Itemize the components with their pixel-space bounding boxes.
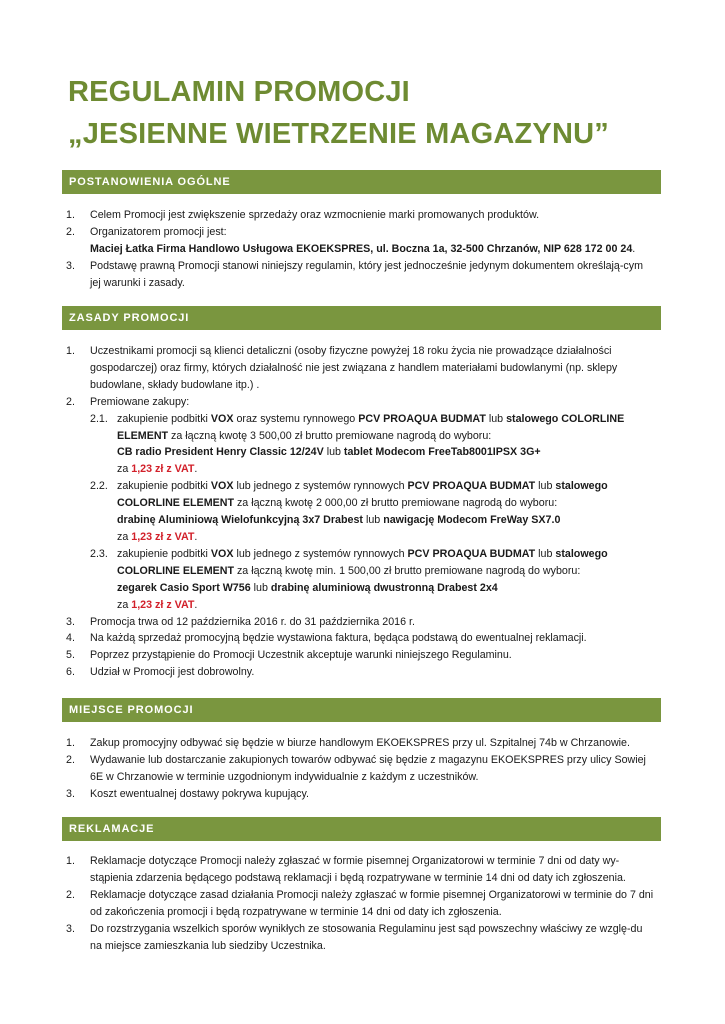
sub-item xyxy=(66,478,656,546)
prize-option: drabinę Aluminiową Wielofunkcyjną 3x7 Drabest xyxy=(117,514,363,527)
product-name: VOX xyxy=(210,480,234,493)
general-list xyxy=(66,207,656,292)
text: lub xyxy=(535,547,556,560)
sub-item-number: 2.2. xyxy=(90,480,108,493)
list-item xyxy=(66,853,656,887)
text: oraz systemu rynnowego xyxy=(233,412,359,425)
section-heading-complaints: REKLAMACJE xyxy=(62,817,661,841)
list-item xyxy=(66,224,656,258)
text: lub xyxy=(485,412,507,425)
section-heading-place: MIEJSCE PROMOCJI xyxy=(62,698,661,722)
list-item xyxy=(66,664,656,681)
text: lub jednego z systemów rynnowych xyxy=(233,480,408,493)
text: za łączną kwotę 2 000,00 zł brutto premiowane nagrodą do wyboru: xyxy=(233,497,558,510)
product-name: VOX xyxy=(210,412,234,425)
item-number: 5. xyxy=(66,649,75,662)
item-text: Celem Promocji jest zwiększenie sprzedaży oraz wzmocnienie marki promowanych produktów. xyxy=(90,209,540,221)
list-item xyxy=(66,786,656,803)
product-name: stalowego COLORLINE ELEMENT xyxy=(117,412,625,442)
prize-option: tablet Modecom FreeTab8001IPSX 3G+ xyxy=(343,446,541,459)
text: lub xyxy=(323,446,344,459)
list-item xyxy=(66,614,656,631)
prize-option: CB radio President Henry Classic 12/24V xyxy=(117,446,324,459)
item-text: Reklamacje dotyczące zasad działania Promocji należy zgłaszać w formie pisemnej Organizatorowi w terminie do 7 dni od zakończenia promocji i będą rozpatrywane w terminie 14 dni od daty ich zgłoszenia. xyxy=(90,888,654,918)
text: za łączną kwotę 3 500,00 zł brutto premiowane nagrodą do wyboru: xyxy=(168,429,492,442)
text: za łączną kwotę min. 1 500,00 zł brutto premiowane nagrodą do wyboru: xyxy=(233,564,581,577)
item-number: 4. xyxy=(66,632,75,645)
list-item xyxy=(66,647,656,664)
prize-option: zegarek Casio Sport W756 xyxy=(117,581,251,594)
section-heading-general: POSTANOWIENIA OGÓLNE xyxy=(62,170,661,194)
list-item xyxy=(66,343,656,394)
item-text: Wydawanie lub dostarczanie zakupionych towarów odbywać się będzie z magazynu EKOEKSPRES przy ulicy Sowiej 6E w Chrzanowie w terminie uzgodnionym indywidualnie z każdym z uczestników. xyxy=(90,753,646,783)
list-item xyxy=(66,735,656,752)
list-item xyxy=(66,752,656,786)
punctuation: . xyxy=(194,463,198,476)
item-text: Promocja trwa od 12 października 2016 r. do 31 października 2016 r. xyxy=(90,615,415,628)
product-name: PCV PROAQUA BUDMAT xyxy=(407,547,536,560)
place-list xyxy=(66,735,656,803)
item-number: 1. xyxy=(66,855,75,867)
text: lub xyxy=(362,514,384,527)
item-number: 3. xyxy=(66,922,75,935)
punctuation: . xyxy=(194,598,198,611)
list-item xyxy=(66,258,656,292)
item-number: 1. xyxy=(66,209,75,221)
item-text: Do rozstrzygania wszelkich sporów wynikłych ze stosowania Regulaminu jest sąd powszechny właściwy ze wzglę-du na miejsce zamieszkania lub siedziby Uczestnika. xyxy=(90,922,643,952)
text: za xyxy=(117,530,132,543)
prize-price: 1,23 zł z VAT xyxy=(131,530,195,543)
product-name: stalowego COLORLINE ELEMENT xyxy=(117,547,608,577)
item-text: Udział w Promocji jest dobrowolny. xyxy=(90,666,255,679)
item-number: 2. xyxy=(66,225,75,238)
prize-price: 1,23 zł z VAT xyxy=(131,463,195,476)
item-number: 2. xyxy=(66,753,75,766)
product-name: VOX xyxy=(210,547,234,560)
item-number: 3. xyxy=(66,259,75,272)
product-name: PCV PROAQUA BUDMAT xyxy=(407,480,536,493)
rules-list xyxy=(66,343,656,681)
item-number: 3. xyxy=(66,787,75,800)
section-heading-rules: ZASADY PROMOCJI xyxy=(62,306,661,330)
punctuation: . xyxy=(632,242,636,255)
document-title: REGULAMIN PROMOCJI xyxy=(68,76,410,108)
item-number: 1. xyxy=(66,345,75,357)
list-item xyxy=(66,394,656,411)
list-item xyxy=(66,630,656,647)
item-text: Podstawę prawną Promocji stanowi niniejszy regulamin, który jest jednocześnie jedynym dokumentem określają-cym jej warunki i zasady. xyxy=(90,259,644,289)
sub-item-number: 2.3. xyxy=(90,547,108,560)
text: za xyxy=(117,463,132,476)
complaints-list xyxy=(66,853,656,954)
list-item xyxy=(66,207,656,224)
text: lub xyxy=(250,581,271,594)
item-number: 1. xyxy=(66,737,75,749)
item-number: 6. xyxy=(66,666,75,679)
item-text: Reklamacje dotyczące Promocji należy zgłaszać w formie pisemnej Organizatorowi w terminie 7 dni od daty wy-stąpienia zdarzenia będącego podstawą reklamacji i będą rozpatrywane w terminie 14 dni od daty ich zgłoszenia. xyxy=(90,855,626,884)
text: za xyxy=(117,598,132,611)
text: zakupienie podbitki xyxy=(117,547,211,560)
item-number: 3. xyxy=(66,615,75,628)
product-name: PCV PROAQUA BUDMAT xyxy=(358,412,486,425)
sub-item xyxy=(66,411,656,479)
list-item xyxy=(66,887,656,921)
punctuation: . xyxy=(194,530,198,543)
sub-item-number: 2.1. xyxy=(90,412,108,425)
item-text: Premiowane zakupy: xyxy=(90,395,190,408)
prize-option: nawigację Modecom FreWay SX7.0 xyxy=(383,514,561,527)
organizer-details: Maciej Łatka Firma Handlowo Usługowa EKOEKSPRES, ul. Boczna 1a, 32-500 Chrzanów, NIP 628 172 00 24 xyxy=(90,242,633,255)
item-text: Uczestnikami promocji są klienci detaliczni (osoby fizyczne powyżej 18 roku życia nie prowadzące działalności gospodarczej) oraz firmy, których działalność nie jest związana z handlem materiałami budowlanymi (np. sklepy budowlane, składy budowlane itp.) . xyxy=(90,345,618,391)
item-number: 2. xyxy=(66,888,75,901)
text: lub jednego z systemów rynnowych xyxy=(233,547,408,560)
item-number: 2. xyxy=(66,395,75,408)
text: lub xyxy=(535,480,556,493)
item-text: Na każdą sprzedaż promocyjną będzie wystawiona faktura, będąca podstawą do ewentualnej reklamacji. xyxy=(90,632,587,645)
product-name: stalowego COLORLINE ELEMENT xyxy=(117,480,608,510)
prize-option: drabinę aluminiową dwustronną Drabest 2x4 xyxy=(270,581,498,594)
text: zakupienie podbitki xyxy=(117,412,211,425)
item-text: Zakup promocyjny odbywać się będzie w biurze handlowym EKOEKSPRES przy ul. Szpitalnej 74b w Chrzanowie. xyxy=(90,737,630,749)
item-text: Koszt ewentualnej dostawy pokrywa kupujący. xyxy=(90,787,310,800)
document-subtitle: „JESIENNE WIETRZENIE MAGAZYNU” xyxy=(68,118,609,150)
sub-item xyxy=(66,546,656,614)
prize-price: 1,23 zł z VAT xyxy=(131,598,195,611)
text: zakupienie podbitki xyxy=(117,480,211,493)
item-text: Organizatorem promocji jest: xyxy=(90,225,227,238)
list-item xyxy=(66,921,656,955)
item-text: Poprzez przystąpienie do Promocji Uczestnik akceptuje warunki niniejszego Regulaminu. xyxy=(90,649,512,662)
